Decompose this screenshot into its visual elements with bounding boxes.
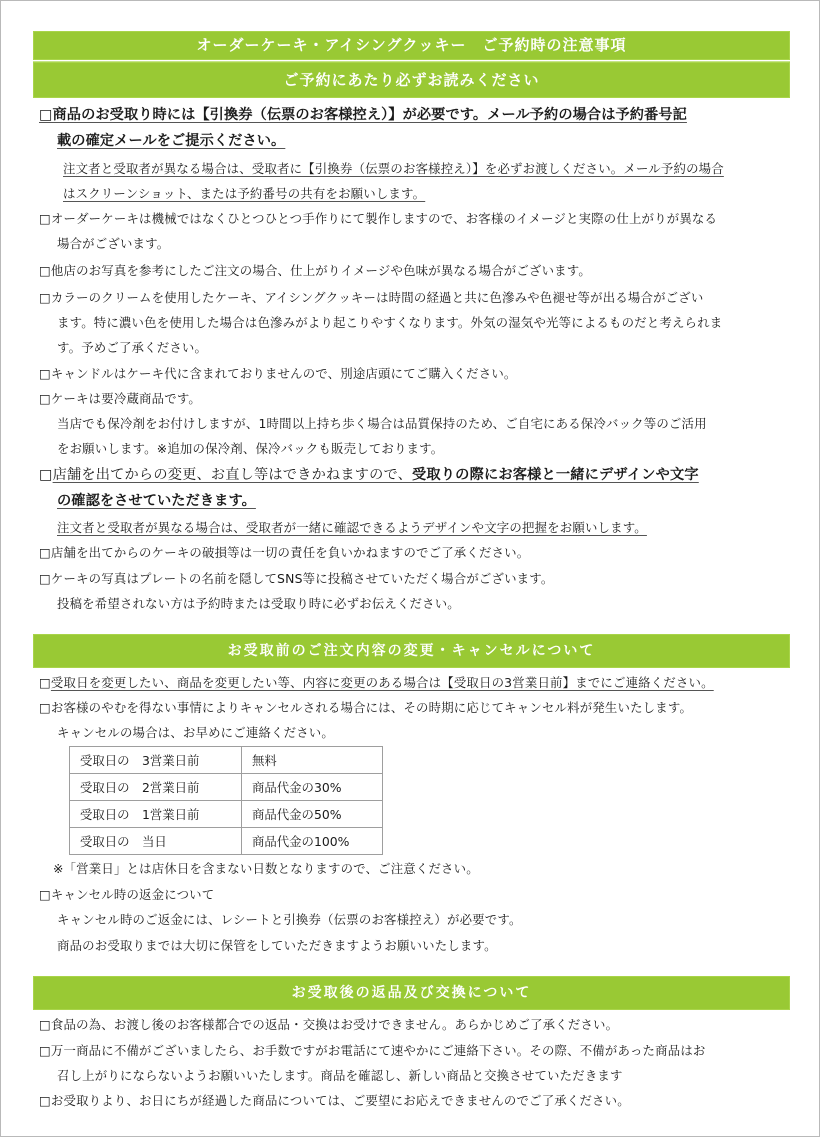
notice-proxy-check: 注文者と受取者が異なる場合は、受取者が一緒に確認できるようデザインや文字の把握をお願いします。 <box>57 520 647 535</box>
notice-handmade-cont: 場合がございます。 <box>57 236 170 251</box>
section-heading-returns: お受取後の返品及び交換について <box>33 976 790 1010</box>
business-day-note: ※「営業日」とは店休日を含まない日数となりますので、ご注意ください。 <box>53 861 479 876</box>
fee-timing-cell: 受取日の 当日 <box>70 828 242 855</box>
fee-amount-cell: 無料 <box>242 747 383 774</box>
notice-claim-ticket: □商品のお受取り時には【引換券（伝票のお客様控え）】が必要です。メール予約の場合は予約番号記 <box>39 107 687 123</box>
notice-defect-cont: 召し上がりにならないようお願いいたします。商品を確認し、新しい商品と交換させていただきます <box>57 1068 623 1083</box>
notice-candles: □キャンドルはケーキ代に含まれておりませんので、別途店頭にてご購入ください。 <box>39 366 517 381</box>
notice-color-bleed: □カラーのクリームを使用したケーキ、アイシングクッキーは時間の経過と共に色滲みや色褪せ等が出る場合がござい <box>39 290 704 305</box>
notice-claim-ticket-cont: 載の確定メールをご提示ください。 <box>57 133 286 149</box>
notice-elapsed-days: □お受取りより、お日にちが経過した商品については、ご要望にお応えできませんのでご了承ください。 <box>39 1093 630 1108</box>
fee-timing-cell: 受取日の 2営業日前 <box>70 774 242 801</box>
notice-sns: □ケーキの写真はプレートの名前を隠してSNS等に投稿させていただく場合がございます。 <box>39 571 554 586</box>
notice-handmade: □オーダーケーキは機械ではなくひとつひとつ手作りにて製作しますので、お客様のイメージと実際の仕上がりが異なる <box>39 211 718 226</box>
notice-refrigerate-cont2: をお願いします。※追加の保冷剤、保冷バックも販売しております。 <box>57 441 444 456</box>
notice-defect: □万一商品に不備がございましたら、お手数ですがお電話にて速やかにご連絡下さい。その際、不備があった商品はお <box>39 1043 706 1058</box>
notice-color-bleed-cont1: ます。特に濃い色を使用した場合は色滲みがより起こりやすくなります。外気の湿気や光等によるものだと考えられま <box>57 315 723 330</box>
fee-timing-cell: 受取日の 1営業日前 <box>70 801 242 828</box>
table-row <box>70 747 383 774</box>
notice-reference-photo: □他店のお写真を参考にしたご注文の場合、仕上がりイメージや色味が異なる場合がございます。 <box>39 263 591 278</box>
notice-damage: □店舗を出てからのケーキの破損等は一切の責任を負いかねますのでご了承ください。 <box>39 545 530 560</box>
notice-no-changes: □店舗を出てからの変更、お直し等はできかねますので、受取りの際にお客様と一緒にデザインや文字 <box>39 467 699 483</box>
notice-refund-requirements: キャンセル時のご返金には、レシートと引換券（伝票のお客様控え）が必要です。 <box>57 912 522 927</box>
notice-sns-cont: 投稿を希望されない方は予約時または受取り時に必ずお伝えください。 <box>57 596 460 611</box>
notice-refrigerate: □ケーキは要冷蔵商品です。 <box>39 391 202 406</box>
notice-refund: □キャンセル時の返金について <box>39 887 215 902</box>
notice-no-returns: □食品の為、お渡し後のお客様都合での返品・交換はお受けできません。あらかじめご了承ください。 <box>39 1017 619 1032</box>
notice-refrigerate-cont1: 当店でも保冷剤をお付けしますが、1時間以上持ち歩く場合は品質保持のため、ご自宅にある保冷バック等のご活用 <box>57 416 707 431</box>
notice-proxy-pickup-cont: はスクリーンショット、または予約番号の共有をお願いします。 <box>63 186 426 201</box>
page-subtitle: ご予約にあたり必ずお読みください <box>33 61 790 98</box>
notice-color-bleed-cont2: す。予めご了承ください。 <box>57 340 208 355</box>
table-row <box>70 774 383 801</box>
section-heading-changes-cancellation: お受取前のご注文内容の変更・キャンセルについて <box>33 634 790 668</box>
table-row <box>70 828 383 855</box>
notice-proxy-pickup: 注文者と受取者が異なる場合は、受取者に【引換券（伝票のお客様控え）】を必ずお渡しください。メール予約の場合 <box>63 161 724 176</box>
notice-cancellation-fee: □お客様のやむを得ない事情によりキャンセルされる場合には、その時期に応じてキャンセル料が発生いたします。 <box>39 700 693 715</box>
notice-change-deadline: □受取日を変更したい、商品を変更したい等、内容に変更のある場合は【受取日の3営業日前】までにご連絡ください。 <box>39 675 714 690</box>
notice-no-changes-cont: の確認をさせていただきます。 <box>57 493 256 509</box>
notice-contact-early: キャンセルの場合は、お早めにご連絡ください。 <box>57 725 334 740</box>
page-title: オーダーケーキ・アイシングクッキー ご予約時の注意事項 <box>33 31 790 60</box>
cancellation-fee-table <box>69 746 383 855</box>
fee-amount-cell: 商品代金の50% <box>242 801 383 828</box>
notice-refund-keep: 商品のお受取りまでは大切に保管をしていただきますようお願いいたします。 <box>57 938 497 953</box>
fee-amount-cell: 商品代金の100% <box>242 828 383 855</box>
table-row <box>70 801 383 828</box>
fee-timing-cell: 受取日の 3営業日前 <box>70 747 242 774</box>
fee-amount-cell: 商品代金の30% <box>242 774 383 801</box>
